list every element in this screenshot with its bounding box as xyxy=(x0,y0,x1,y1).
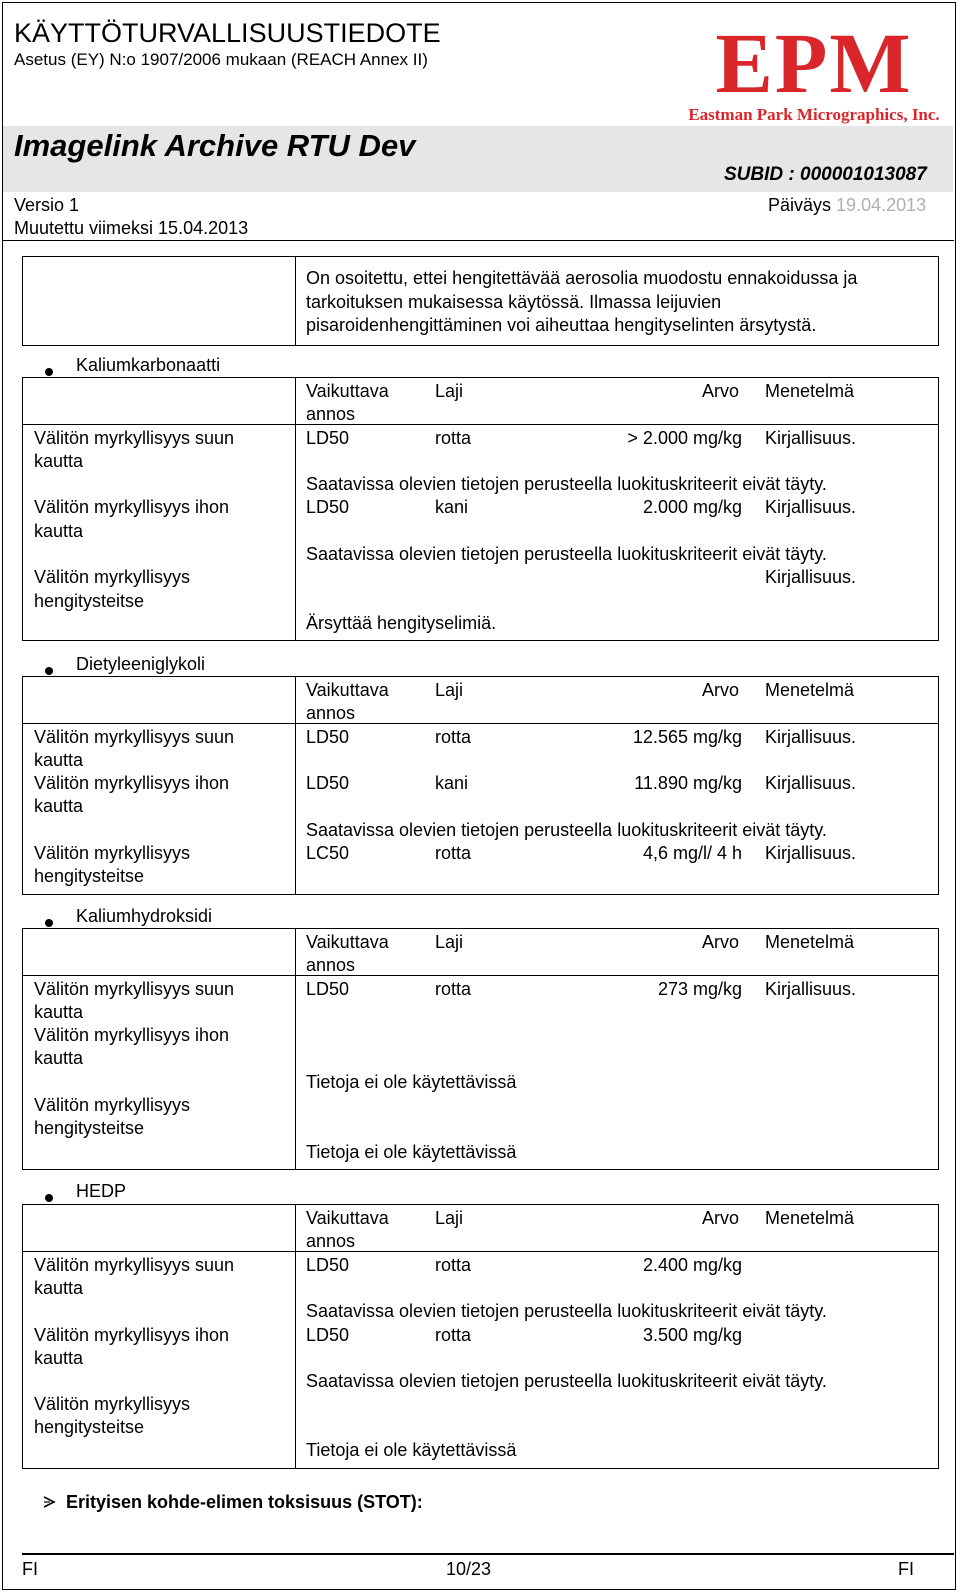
regulation-text: Asetus (EY) N:o 1907/2006 mukaan (REACH Annex II) xyxy=(14,50,428,69)
bullet-icon xyxy=(45,667,53,675)
criteria-note: Saatavissa olevien tietojen perusteella luokituskriteerit eivät täyty. xyxy=(306,1371,827,1391)
col-agent-line2: annos xyxy=(306,404,356,424)
row-method: Kirjallisuus. xyxy=(765,979,857,999)
table-header-divider xyxy=(22,424,939,425)
section-title-dietyleeniglykoli: Dietyleeniglykoli xyxy=(76,654,206,674)
row-method: Kirjallisuus. xyxy=(765,428,857,448)
row-agent: LD50 xyxy=(306,1325,350,1345)
col-agent-line1: Vaikuttava xyxy=(306,381,389,401)
intro-line-1: On osoitettu, ettei hengitettävää aerosolia muodostu ennakoidussa ja xyxy=(306,268,858,288)
col-species: Laji xyxy=(435,1208,464,1228)
bullet-icon xyxy=(45,1194,53,1202)
col-method: Menetelmä xyxy=(765,1208,855,1228)
row-agent: LD50 xyxy=(306,727,350,747)
svg-text:EPM: EPM xyxy=(715,20,913,111)
route-dermal-line1: Välitön myrkyllisyys ihon xyxy=(34,773,230,793)
route-dermal-line2: kautta xyxy=(34,521,84,541)
product-name: Imagelink Archive RTU Dev xyxy=(14,128,416,163)
bullet-icon xyxy=(45,368,53,376)
no-data-note: Tietoja ei ole käytettävissä xyxy=(306,1142,517,1162)
route-inhal-line2: hengitysteitse xyxy=(34,591,145,611)
route-dermal-line2: kautta xyxy=(34,1048,84,1068)
table-header-divider xyxy=(22,723,939,724)
route-inhal-line1: Välitön myrkyllisyys xyxy=(34,1394,191,1414)
intro-column-divider xyxy=(295,256,296,346)
row-agent: LD50 xyxy=(306,428,350,448)
no-data-note: Tietoja ei ole käytettävissä xyxy=(306,1072,517,1092)
row-value: 12.565 mg/kg xyxy=(632,727,742,747)
route-oral-line1: Välitön myrkyllisyys suun xyxy=(34,428,235,448)
col-species: Laji xyxy=(435,381,464,401)
row-method: Kirjallisuus. xyxy=(765,497,857,517)
table-header-divider xyxy=(22,1251,939,1252)
row-value: 2.000 mg/kg xyxy=(642,497,742,517)
route-oral-line2: kautta xyxy=(34,451,84,471)
route-oral-line2: kautta xyxy=(34,750,84,770)
route-dermal-line1: Välitön myrkyllisyys ihon xyxy=(34,497,230,517)
date-label: Päiväys xyxy=(768,195,832,215)
subid: SUBID : 000001013087 xyxy=(724,164,927,185)
toxicity-table-kaliumhydroksidi xyxy=(22,928,939,1170)
footer-divider xyxy=(22,1553,954,1555)
irritation-note: Ärsyttää hengityselimiä. xyxy=(306,613,497,633)
row-species: rotta xyxy=(435,1255,472,1275)
route-inhal-line1: Välitön myrkyllisyys xyxy=(34,1095,191,1115)
table-column-divider xyxy=(295,377,296,641)
row-species: rotta xyxy=(435,1325,472,1345)
route-oral-line2: kautta xyxy=(34,1002,84,1022)
col-agent-line1: Vaikuttava xyxy=(306,680,389,700)
route-oral-line2: kautta xyxy=(34,1278,84,1298)
section-title-kaliumhydroksidi: Kaliumhydroksidi xyxy=(76,906,213,926)
row-agent: LD50 xyxy=(306,773,350,793)
route-dermal-line2: kautta xyxy=(34,1348,84,1368)
col-value: Arvo xyxy=(702,1208,740,1228)
row-species: kani xyxy=(435,773,469,793)
col-method: Menetelmä xyxy=(765,932,855,952)
footer-lang-right: FI xyxy=(898,1559,914,1579)
row-species: rotta xyxy=(435,979,472,999)
row-value: > 2.000 mg/kg xyxy=(627,428,742,448)
route-inhal-line2: hengitysteitse xyxy=(34,1417,145,1437)
col-agent-line1: Vaikuttava xyxy=(306,932,389,952)
row-value: 2.400 mg/kg xyxy=(642,1255,742,1275)
row-value: 273 mg/kg xyxy=(657,979,742,999)
route-inhal-line2: hengitysteitse xyxy=(34,1118,145,1138)
row-species: rotta xyxy=(435,843,472,863)
bullet-icon xyxy=(45,919,53,927)
row-agent: LD50 xyxy=(306,979,350,999)
document-title: KÄYTTÖTURVALLISUUSTIEDOTE xyxy=(14,18,441,48)
col-agent-line2: annos xyxy=(306,703,356,723)
row-species: rotta xyxy=(435,727,472,747)
route-inhal-line2: hengitysteitse xyxy=(34,866,145,886)
table-column-divider xyxy=(295,1204,296,1469)
row-agent: LD50 xyxy=(306,497,350,517)
row-species: rotta xyxy=(435,428,472,448)
date-value: 19.04.2013 xyxy=(836,195,927,215)
table-column-divider xyxy=(295,676,296,895)
header-divider xyxy=(3,240,954,241)
section-title-hedp: HEDP xyxy=(76,1181,127,1201)
row-method: Kirjallisuus. xyxy=(765,727,857,747)
arrow-bullet-icon xyxy=(42,1495,56,1514)
col-agent-line1: Vaikuttava xyxy=(306,1208,389,1228)
col-value: Arvo xyxy=(702,932,740,952)
col-value: Arvo xyxy=(702,381,740,401)
page-number: 10/23 xyxy=(446,1559,492,1579)
modified-date: Muutettu viimeksi 15.04.2013 xyxy=(14,218,249,238)
table-header-divider xyxy=(22,975,939,976)
epm-logo xyxy=(686,20,946,126)
col-agent-line2: annos xyxy=(306,1231,356,1251)
row-value: 3.500 mg/kg xyxy=(642,1325,742,1345)
section-title-kaliumkarbonaatti: Kaliumkarbonaatti xyxy=(76,355,221,375)
intro-line-2: tarkoituksen mukaisessa käytössä. Ilmassa leijuvien xyxy=(306,292,722,312)
col-species: Laji xyxy=(435,680,464,700)
row-method: Kirjallisuus. xyxy=(765,773,857,793)
row-agent: LD50 xyxy=(306,1255,350,1275)
row-species: kani xyxy=(435,497,469,517)
col-value: Arvo xyxy=(702,680,740,700)
footer-lang-left: FI xyxy=(22,1559,38,1579)
route-oral-line1: Välitön myrkyllisyys suun xyxy=(34,727,235,747)
col-method: Menetelmä xyxy=(765,680,855,700)
intro-line-3: pisaroidenhengittäminen voi aiheuttaa hengityselinten ärsytystä. xyxy=(306,315,817,335)
route-dermal-line1: Välitön myrkyllisyys ihon xyxy=(34,1025,230,1045)
route-dermal-line1: Välitön myrkyllisyys ihon xyxy=(34,1325,230,1345)
col-species: Laji xyxy=(435,932,464,952)
row-value: 4,6 mg/l/ 4 h xyxy=(642,843,742,863)
col-method: Menetelmä xyxy=(765,381,855,401)
route-oral-line1: Välitön myrkyllisyys suun xyxy=(34,1255,235,1275)
stot-heading: Erityisen kohde-elimen toksisuus (STOT): xyxy=(66,1492,423,1512)
row-method: Kirjallisuus. xyxy=(765,567,857,587)
svg-text:Eastman Park Micrographics, In: Eastman Park Micrographics, Inc. xyxy=(688,105,940,124)
criteria-note: Saatavissa olevien tietojen perusteella luokituskriteerit eivät täyty. xyxy=(306,1301,827,1321)
route-inhal-line1: Välitön myrkyllisyys xyxy=(34,843,191,863)
row-value: 11.890 mg/kg xyxy=(634,773,742,793)
row-agent: LC50 xyxy=(306,843,350,863)
criteria-note: Saatavissa olevien tietojen perusteella luokituskriteerit eivät täyty. xyxy=(306,474,827,494)
route-dermal-line2: kautta xyxy=(34,796,84,816)
route-oral-line1: Välitön myrkyllisyys suun xyxy=(34,979,235,999)
criteria-note: Saatavissa olevien tietojen perusteella luokituskriteerit eivät täyty. xyxy=(306,544,827,564)
route-inhal-line1: Välitön myrkyllisyys xyxy=(34,567,191,587)
row-method: Kirjallisuus. xyxy=(765,843,857,863)
col-agent-line2: annos xyxy=(306,955,356,975)
no-data-note: Tietoja ei ole käytettävissä xyxy=(306,1440,517,1460)
version-label: Versio 1 xyxy=(14,195,80,215)
table-column-divider xyxy=(295,928,296,1170)
criteria-note: Saatavissa olevien tietojen perusteella luokituskriteerit eivät täyty. xyxy=(306,820,827,840)
